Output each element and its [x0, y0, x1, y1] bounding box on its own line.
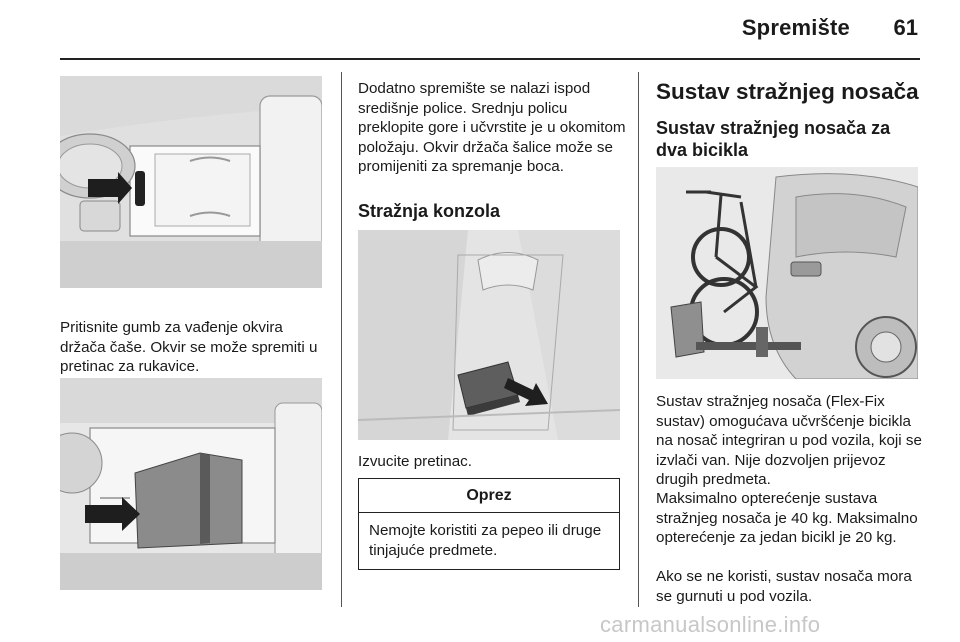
watermark: carmanualsonline.info [600, 612, 821, 637]
figure-bicycle-carrier [656, 167, 918, 379]
left-paragraph-1: Pritisnite gumb za vađenje okvira držača čaše. Okvir se može spremiti u pretinac za rukavice. [60, 319, 318, 376]
caution-title: Oprez [359, 479, 619, 513]
right-paragraph-3: Ako se ne koristi, sustav nosača mora se gurnuti u pod vozila. [656, 568, 912, 605]
caution-box [358, 478, 620, 570]
figure-cupholder-release [60, 76, 322, 288]
right-paragraph-2: Maksimalno opterećenje sustava stražnjeg nosača je 40 kg. Maksimalno opterećenje za jedan bicikl je 20 kg. [656, 490, 918, 547]
caution-text: Nemojte koristiti za pepeo ili druge tinjajuće predmete. [369, 522, 602, 559]
page-number: 61 [893, 15, 918, 40]
rear-console-heading: Stražnja konzola [358, 201, 501, 221]
middle-paragraph-2: Izvucite pretinac. [358, 453, 472, 470]
figure-glovebox-storage [60, 378, 322, 590]
section-heading: Sustav stražnjeg nosača [656, 79, 919, 104]
middle-paragraph-1: Dodatno spremište se nalazi ispod središnje police. Srednju policu preklopite gore i učvrstite je u okomitom položaju. Okvir držača šalice može se promijeniti za spremanje boca. [358, 80, 626, 176]
column-divider-left [341, 72, 342, 607]
figure-rear-console-drawer [358, 230, 620, 440]
page-header-title: Spremište [741, 15, 850, 40]
header-rule [60, 58, 920, 60]
column-divider-right [638, 72, 639, 607]
subsection-heading: Sustav stražnjeg nosača za dva bicikla [656, 118, 891, 160]
right-paragraph-1: Sustav stražnjeg nosača (Flex-Fix sustav) omogućava učvršćenje bicikla na nosač integriran u pod vozila, koji se izvlači van. Nije dozvoljen prijevoz drugih predmeta. [656, 393, 922, 489]
